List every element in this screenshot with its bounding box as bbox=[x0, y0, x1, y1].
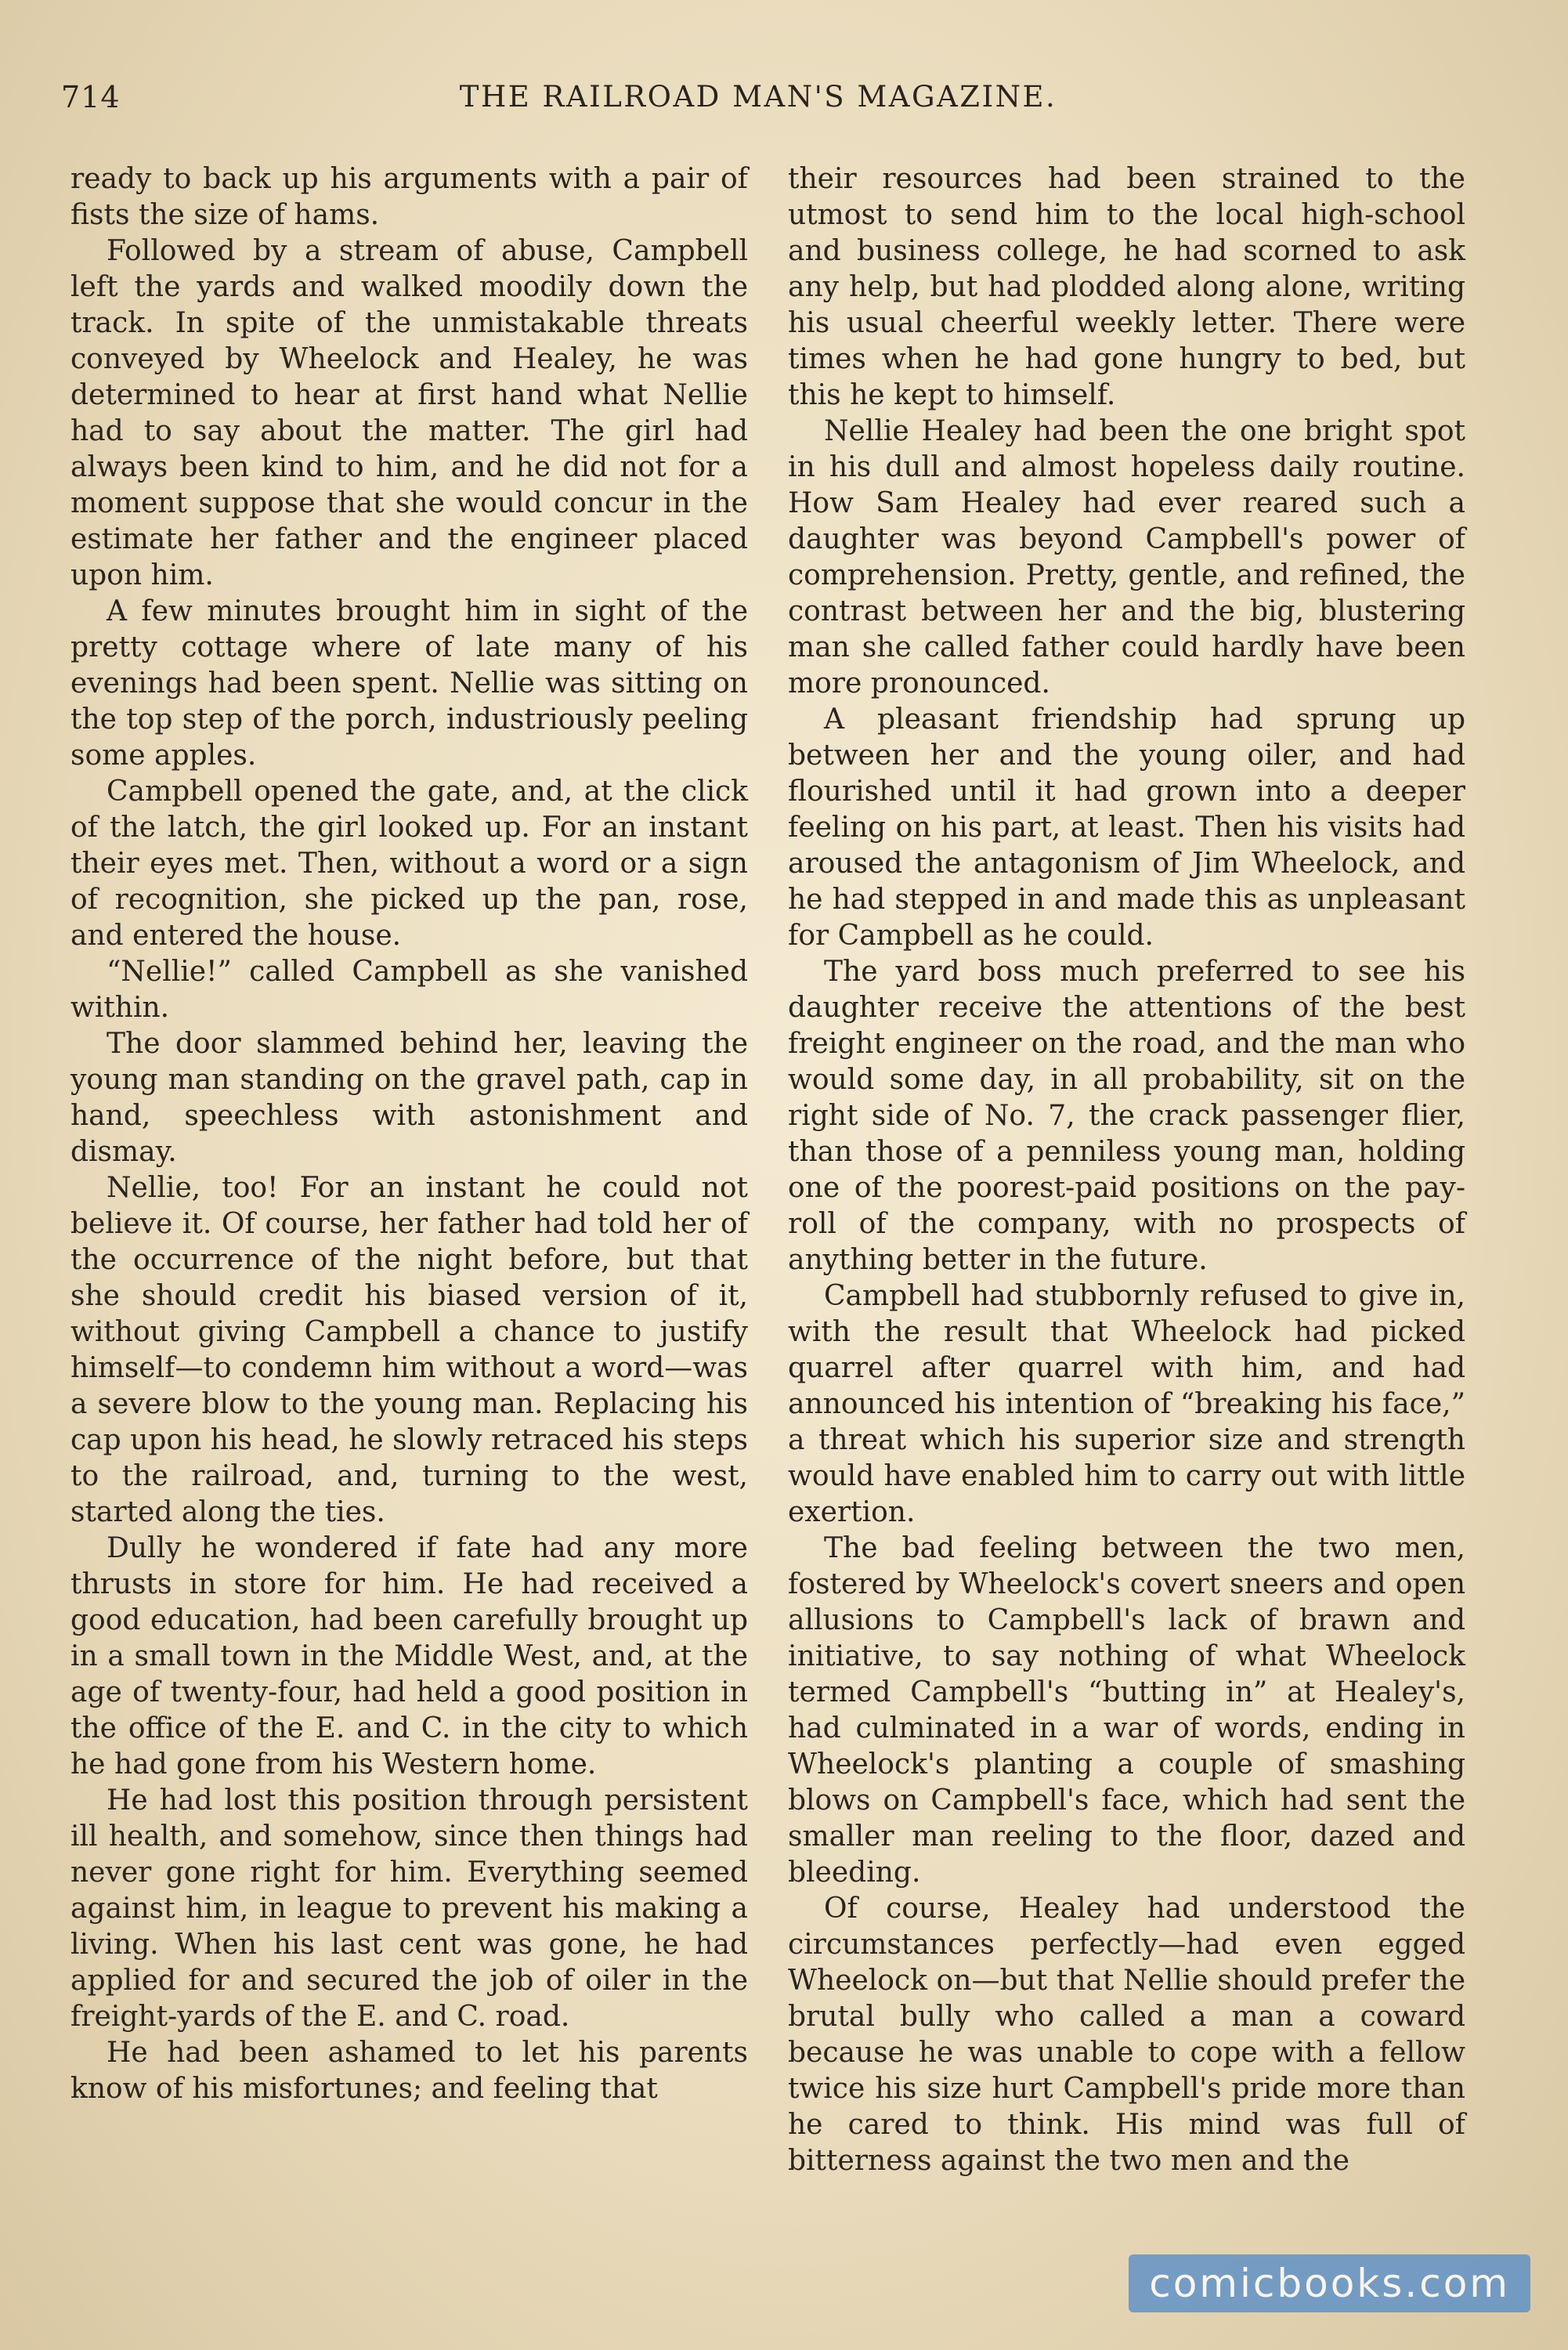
paragraph: A few minutes brought him in sight of the pretty cottage where of late many of his evenings had been spent. Nellie was sitting on the top step of the porch, industriously peeling some apples. bbox=[70, 595, 748, 772]
source-watermark: comicbooks.com bbox=[1129, 2254, 1530, 2312]
paragraph: The door slammed behind her, leaving the young man standing on the gravel path, cap in hand, speechless with astonishment and dismay. bbox=[70, 1028, 748, 1168]
paragraph: Campbell opened the gate, and, at the click of the latch, the girl looked up. For an instant their eyes met. Then, without a word or a sign of recognition, she picked up the pan, rose, and entered the house. bbox=[70, 776, 748, 952]
left-column bbox=[70, 161, 748, 2107]
paragraph: Dully he wondered if fate had any more thrusts in store for him. He had received a good education, had been carefully brought up in a small town in the Middle West, and, at the age of twenty-four, had held a good position in the office of the E. and C. in the city to which he had gone from his Western home. bbox=[70, 1532, 748, 1781]
paragraph: Nellie Healey had been the one bright spot in his dull and almost hopeless daily routine. How Sam Healey had ever reared such a daughter was beyond Campbell's power of comprehension. Pretty, gentle, and refined, the contrast between her and the big, blustering man she called father could hardly have been more pronounced. bbox=[788, 415, 1465, 700]
paragraph: Followed by a stream of abuse, Campbell left the yards and walked moodily down the track. In spite of the unmistakable threats conveyed by Wheelock and Healey, he was determined to hear at first hand what Nellie had to say about the matter. The girl had always been kind to him, and he did not for a moment suppose that she would concur in the estimate her father and the engineer placed upon him. bbox=[70, 235, 748, 591]
right-column bbox=[788, 161, 1465, 2179]
page-header bbox=[61, 80, 1455, 127]
paragraph: The bad feeling between the two men, fostered by Wheelock's covert sneers and open allusions to Campbell's lack of brawn and initiative, to say nothing of what Wheelock termed Campbell's “butting in” at Healey's, had culminated in a war of words, ending in Wheelock's planting a couple of smashing blows on Campbell's face, which had sent the smaller man reeling to the floor, dazed and bleeding. bbox=[788, 1532, 1465, 1889]
paragraph: Nellie, too! For an instant he could not believe it. Of course, her father had told her of the occurrence of the night before, but that she should credit his biased version of it, without giving Campbell a chance to justify himself—to condemn him without a word—was a severe blow to the young man. Replacing his cap upon his head, he slowly retraced his steps to the railroad, and, turning to the west, started along the ties. bbox=[70, 1172, 748, 1528]
paragraph: Campbell had stubbornly refused to give in, with the result that Wheelock had picked quarrel after quarrel with him, and had announced his intention of “breaking his face,” a threat which his superior size and strength would have enabled him to carry out with little exertion. bbox=[788, 1280, 1465, 1528]
running-head: THE RAILROAD MAN'S MAGAZINE. bbox=[459, 80, 1057, 114]
paragraph: A pleasant friendship had sprung up between her and the young oiler, and had flourished until it had grown into a deeper feeling on his part, at least. Then his visits had aroused the antagonism of Jim Wheelock, and he had stepped in and made this as unpleasant for Campbell as he could. bbox=[788, 703, 1465, 952]
page-number: 714 bbox=[61, 80, 121, 114]
paragraph: “Nellie!” called Campbell as she vanished within. bbox=[70, 956, 748, 1024]
paragraph: Of course, Healey had understood the circumstances perfectly—had even egged Wheelock on—but that Nellie should prefer the brutal bully who called a man a coward because he was unable to cope with a fellow twice his size hurt Campbell's pride more than he cared to think. His mind was full of bitterness against the two men and the bbox=[788, 1893, 1465, 2177]
paragraph: ready to back up his arguments with a pair of fists the size of hams. bbox=[70, 163, 748, 231]
paragraph: their resources had been strained to the utmost to send him to the local high-school and business college, he had scorned to ask any help, but had plodded along alone, writing his usual cheerful weekly letter. There were times when he had gone hungry to bed, but this he kept to himself. bbox=[788, 163, 1465, 411]
paragraph: The yard boss much preferred to see his daughter receive the attentions of the best freight engineer on the road, and the man who would some day, in all probability, sit on the right side of No. 7, the crack passenger flier, than those of a penniless young man, holding one of the poorest-paid positions on the pay-roll of the company, with no prospects of anything better in the future. bbox=[788, 956, 1465, 1276]
paragraph: He had lost this position through persistent ill health, and somehow, since then things had never gone right for him. Everything seemed against him, in league to prevent his making a living. When his last cent was gone, he had applied for and secured the job of oiler in the freight-yards of the E. and C. road. bbox=[70, 1784, 748, 2033]
paragraph: He had been ashamed to let his parents know of his misfortunes; and feeling that bbox=[70, 2037, 748, 2105]
